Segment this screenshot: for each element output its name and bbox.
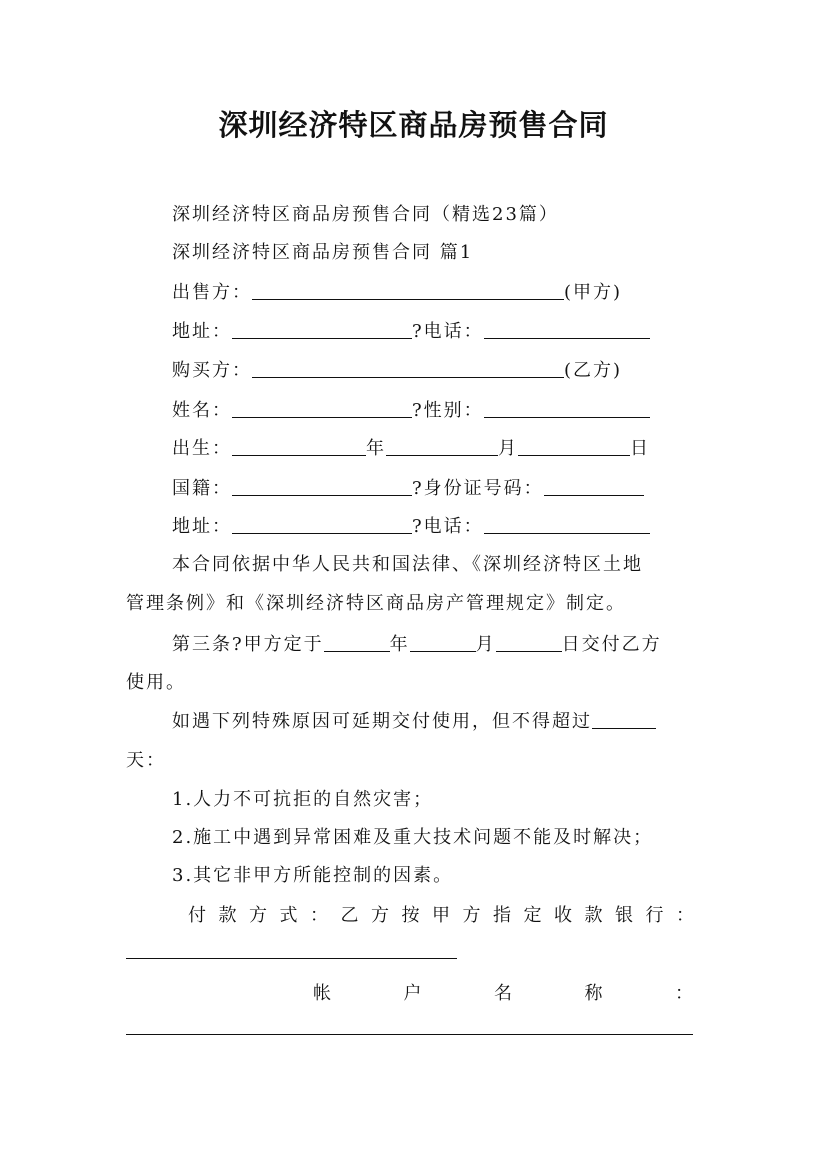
payment-char: ： [310,905,328,926]
article-3-prefix: 第三条?甲方定于 [172,634,324,655]
seller-label: 出售方： [172,282,252,303]
gender-blank [484,399,650,418]
birth-day-blank [518,437,630,456]
address-blank [232,320,412,339]
payment-char: 乙 [340,905,359,926]
article-3-year: 年 [389,634,410,655]
id-blank [544,477,644,496]
account-name-blank [126,1034,693,1035]
reason-3: 3.其它非甲方所能控制的因素。 [172,865,454,886]
delay-days-blank [592,710,656,729]
payment-char: 收 [554,905,572,926]
bank-blank [126,958,457,959]
reason-2: 2.施工中遇到异常困难及重大技术问题不能及时解决； [172,827,654,848]
article-3-suffix: 日交付乙方 [561,634,662,655]
payment-char: ： [676,905,694,926]
account-char: 称 [584,983,603,1004]
nationality-row [172,474,644,500]
article-3-row [172,630,662,656]
phone2-blank [484,515,650,534]
payment-char: 按 [401,905,420,926]
buyer-blank [252,359,564,378]
birth-row [172,434,650,460]
name-label: 姓名： [172,400,232,421]
reason-1: 1.人力不可抗拒的自然灾害； [172,789,434,810]
payment-char: 方 [371,905,389,926]
account-char: 户 [403,983,422,1004]
month-label: 月 [498,438,518,459]
address-label: 地址： [172,321,232,342]
address2-blank [232,515,412,534]
article-3-line-2: 使用。 [126,672,186,693]
year-label: 年 [366,438,386,459]
seller-address-row [172,317,650,343]
account-char: 帐 [313,983,331,1004]
payment-char: 甲 [432,905,450,926]
payment-char: 方 [249,905,267,926]
id-label: ?身份证号码： [412,478,544,499]
section-heading: 深圳经济特区商品房预售合同 篇1 [172,242,474,263]
payment-char: 方 [462,905,481,926]
payment-char: 银 [615,905,633,926]
article-3-month-blank [410,633,476,652]
birth-month-blank [386,437,498,456]
day-label: 日 [630,438,650,459]
basis-line-1: 本合同依据中华人民共和国法律、《深圳经济特区土地 [172,554,643,575]
payment-method-row [188,901,694,927]
basis-line-2: 管理条例》和《深圳经济特区商品房产管理规定》制定。 [126,593,626,614]
document-title: 深圳经济特区商品房预售合同 [218,108,609,142]
buyer-label: 购买方： [172,360,252,381]
subtitle: 深圳经济特区商品房预售合同（精选23篇） [172,204,559,225]
name-blank [232,399,412,418]
payment-char: 式 [279,905,298,926]
seller-row [172,278,622,304]
nationality-blank [232,477,412,496]
article-3-month: 月 [475,634,496,655]
payment-char: 款 [218,905,237,926]
address2-label: 地址： [172,516,232,537]
birth-label: 出生： [172,438,232,459]
buyer-row [172,356,622,382]
account-name-row [313,979,693,1005]
gender-label: ?性别： [412,400,484,421]
payment-char: 付 [188,905,206,926]
phone-label: ?电话： [412,321,484,342]
article-3-day-blank [496,633,562,652]
payment-char: 定 [523,905,542,926]
account-char: ： [675,983,693,1004]
buyer-address-row [172,512,650,538]
account-char: 名 [494,983,512,1004]
phone-blank [484,320,650,339]
birth-year-blank [232,437,366,456]
delay-text: 如遇下列特殊原因可延期交付使用，但不得超过 [172,711,592,732]
payment-char: 行 [645,905,664,926]
delay-unit: 天： [126,750,166,771]
payment-char: 指 [493,905,511,926]
delay-row [172,707,656,733]
payment-char: 款 [584,905,603,926]
article-3-year-blank [324,633,390,652]
party-b-label: (乙方) [564,360,623,381]
phone2-label: ?电话： [412,516,484,537]
nationality-label: 国籍： [172,478,232,499]
party-a-label: (甲方) [564,282,623,303]
name-row [172,396,650,422]
seller-blank [252,281,564,300]
